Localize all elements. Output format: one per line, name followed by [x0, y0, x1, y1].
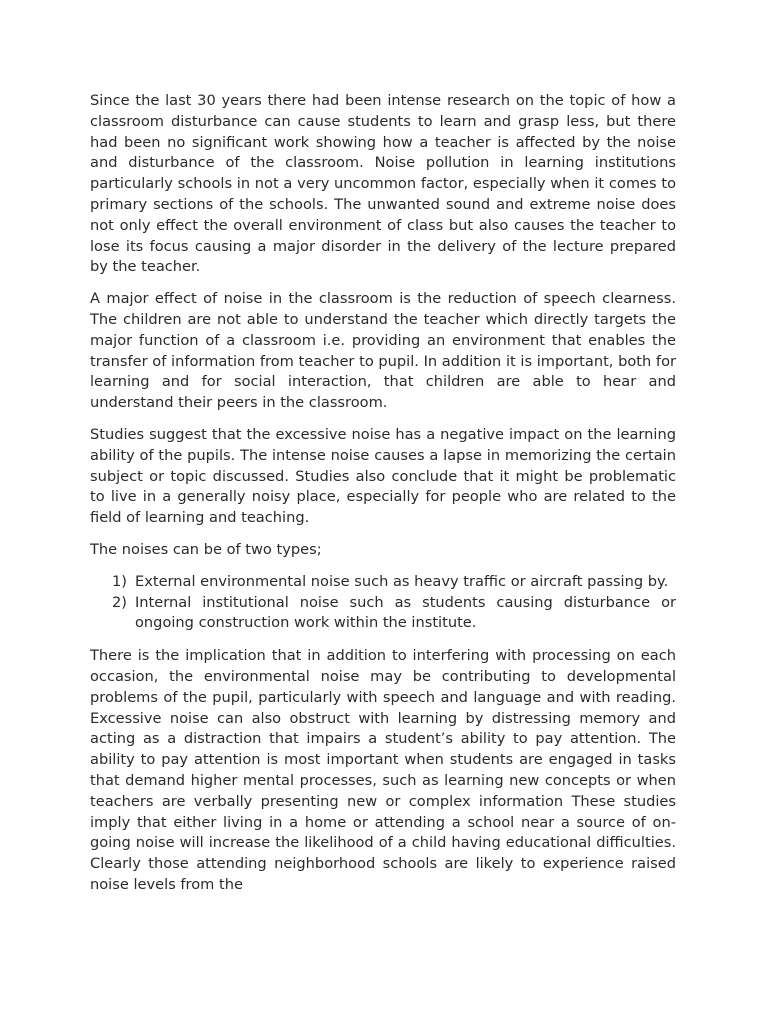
paragraph-speech-clearness: A major effect of noise in the classroom is the reduction of speech clearness. The children are not able to understand the teacher which directly targets the major function of a classroom i.e. providing an environment that enables the transfer of information from teacher to pupil. In addition it is important, both for learning and for social interaction, that children are able to hear and understand their peers in the classroom.	[90, 290, 676, 412]
list-marker: 2)	[112, 593, 127, 611]
list-item	[90, 572, 676, 593]
list-item-text: External environmental noise such as heavy traffic or aircraft passing by.	[135, 572, 669, 590]
noise-types-list	[90, 572, 676, 634]
document-page	[90, 91, 676, 907]
paragraph-noise-types-intro: The noises can be of two types;	[90, 540, 322, 558]
paragraph-learning-ability: Studies suggest that the excessive noise has a negative impact on the learning ability of the pupils. The intense noise causes a lapse in memorizing the certain subject or topic discussed. Studies also conclude that it might be problematic to live in a generally noisy place, especially for people who are related to the field of learning and teaching.	[90, 425, 676, 527]
list-item	[90, 593, 676, 635]
list-marker: 1)	[112, 572, 127, 590]
paragraph-intro: Since the last 30 years there had been intense research on the topic of how a classroom disturbance can cause students to learn and grasp less, but there had been no significant work showing how a teacher is affected by the noise and disturbance of the classroom. Noise pollution in learning institutions particularly schools in not a very uncommon factor, especially when it comes to primary sections of the schools. The unwanted sound and extreme noise does not only effect the overall environment of class but also causes the teacher to lose its focus causing a major disorder in the delivery of the lecture prepared by the teacher.	[90, 92, 676, 276]
paragraph-implications: There is the implication that in addition to interfering with processing on each occasion, the environmental noise may be contributing to developmental problems of the pupil, particularly with speech and language and with reading. Excessive noise can also obstruct with learning by distressing memory and acting as a distraction that impairs a student’s ability to pay attention. The ability to pay attention is most important when students are engaged in tasks that demand higher mental processes, such as learning new concepts or when teachers are verbally presenting new or complex information These studies imply that either living in a home or attending a school near a source of on-going noise will increase the likelihood of a child having educational difficulties. Clearly those attending neighborhood schools are likely to experience raised noise levels from the	[90, 647, 676, 893]
list-item-text: Internal institutional noise such as students causing disturbance or ongoing construction work within the institute.	[135, 593, 676, 632]
